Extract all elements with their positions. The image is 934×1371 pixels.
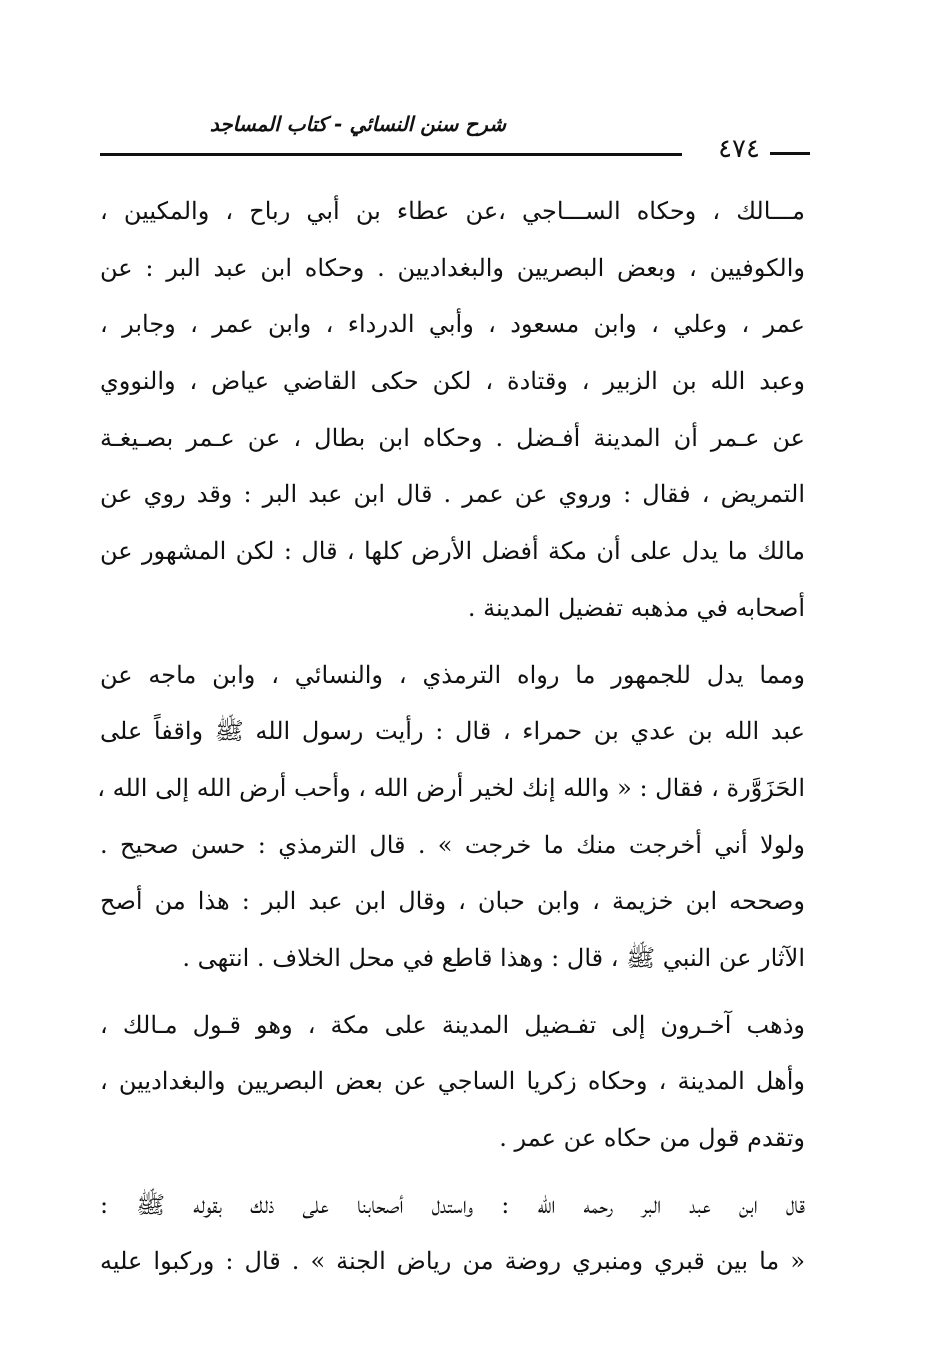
text-line: أصحابه في مذهبه تفضيل المدينة . [467, 593, 805, 622]
paragraph-2 [97, 647, 805, 987]
page-number-dash [770, 152, 810, 155]
text-line: ولولا أني أخرجت منك ما خرجت » . قال الترمذي : حسن صحيح . [100, 830, 805, 859]
text-line: الحَزَوَّرة ، فقال : « والله إنك لخير أرض الله ، وأحب أرض الله إلى الله ، [97, 773, 805, 802]
text-line: مالك ما يدل على أن مكة أفضل الأرض كلها ، قال : لكن المشهور عن [100, 537, 805, 566]
text-line: وصححه ابن خزيمة ، وابن حبان ، وقال ابن عبد البر : هذا من أصح [100, 887, 805, 916]
paragraph-gap [100, 987, 805, 997]
text-line: وذهب آخـرون إلى تفـضيل المدينة على مكة ، وهو قـول مـالك ، [100, 1010, 805, 1039]
text-line: التمريض ، فقال : وروي عن عمر . قال ابن عبد البر : وقد روي عن [100, 480, 805, 509]
text-line: عبد الله بن عدي بن حمراء ، قال : رأيت رسول الله ﷺ واقفاً على [100, 717, 805, 746]
running-title: شرح سنن النسائي - كتاب المساجد [209, 112, 506, 136]
text-line: والكوفيين ، وبعض البصريين والبغداديين . وحكاه ابن عبد البر : عن [100, 253, 805, 282]
paragraph-gap [100, 637, 805, 647]
paragraph-1 [100, 183, 805, 637]
text-line: مـــالك ، وحكاه الســـاجي ،عن عطاء بن أبي رباح ، والمكيين ، [100, 197, 805, 225]
paragraph-4 [100, 1177, 805, 1290]
text-line: الآثار عن النبي ﷺ ، قال : وهذا قاطع في محل الخلاف . انتهى . [182, 943, 805, 972]
text-line: عن عـمر أن المدينة أفـضل . وحكاه ابن بطال ، عن عـمر بصـيغـة [100, 423, 805, 452]
text-line: عمر ، وعلي ، وابن مسعود ، وأبي الدرداء ، وابن عمر ، وجابر ، [100, 310, 805, 339]
page-header [100, 108, 810, 168]
paragraph-3 [100, 997, 805, 1167]
body-text [97, 183, 805, 1290]
text-line: وتقدم قول من حكاه عن عمر . [499, 1124, 805, 1152]
paragraph-gap [100, 1167, 805, 1177]
text-line: ومما يدل للجمهور ما رواه الترمذي ، والنسائي ، وابن ماجه عن [100, 660, 805, 689]
text-line: « ما بين قبري ومنبري روضة من رياض الجنة » . قال : وركبوا عليه [100, 1247, 805, 1276]
text-line: وعبد الله بن الزبير ، وقتادة ، لكن حكى القاضي عياض ، والنووي [100, 367, 805, 396]
header-rule [100, 153, 682, 156]
page-number: ٤٧٤ [718, 134, 760, 164]
text-line: قال ابن عبد البر رحمه الله : واستدل أصحابنا على ذلك بقوله ﷺ : [100, 1190, 805, 1219]
text-line: وأهل المدينة ، وحكاه زكريا الساجي عن بعض البصريين والبغداديين ، [100, 1067, 805, 1096]
